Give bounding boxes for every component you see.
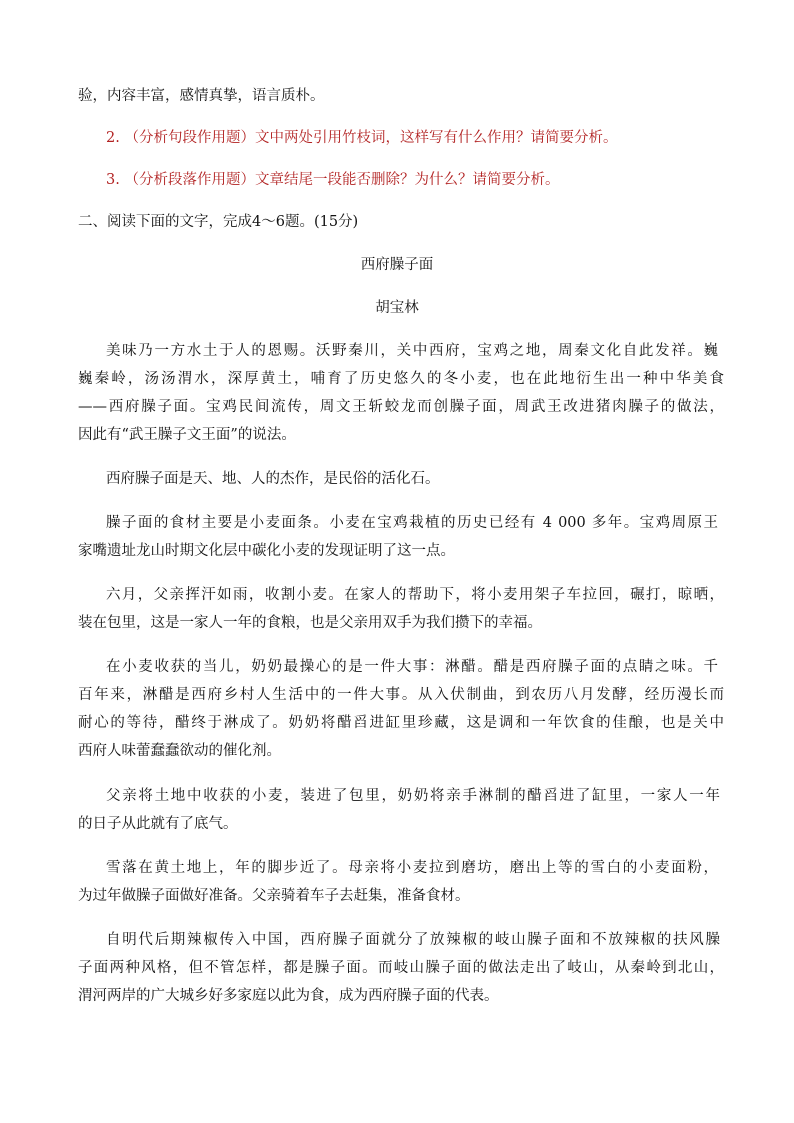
section-heading: 二、阅读下面的文字，完成4～6题。(15分) xyxy=(78,214,359,230)
paragraph-line: 装在包里，这是一家人一年的食粮，也是父亲用双手为我们攒下的幸福。 xyxy=(78,615,542,631)
question-2: 2. （分析句段作用题）文中两处引用竹枝词，这样写有什么作用？请简要分析。 xyxy=(106,130,618,146)
paragraph-line: 雪落在黄土地上，年的脚步近了。母亲将小麦拉到磨坊，磨出上等的雪白的小麦面粉， xyxy=(106,860,718,876)
paragraph-line: 耐心的等待，醋终于淋成了。奶奶将醋舀进缸里珍藏，这是调和一年饮食的佳酿，也是关中 xyxy=(78,715,724,731)
paragraph-line: 渭河两岸的广大城乡好多家庭以此为食，成为西府臊子面的代表。 xyxy=(78,988,499,1004)
paragraph-line: ——西府臊子面。宝鸡民间流传，周文王斩蛟龙而创臊子面，周武王改进猪肉臊子的做法， xyxy=(78,399,724,415)
paragraph-line: 的日子从此就有了底气。 xyxy=(78,816,238,832)
paragraph-line: 百年来，淋醋是西府乡村人生活中的一件大事。从入伏制曲，到农历八月发酵，经历漫长而 xyxy=(78,687,724,703)
paragraph-line: 西府臊子面是天、地、人的杰作，是民俗的活化石。 xyxy=(106,471,440,487)
question-3: 3. （分析段落作用题）文章结尾一段能否删除？为什么？请简要分析。 xyxy=(106,172,560,188)
paragraph-line: 自明代后期辣椒传入中国，西府臊子面就分了放辣椒的岐山臊子面和不放辣椒的扶风臊 xyxy=(106,932,720,948)
paragraph-line: 美味乃一方水土于人的恩赐。沃野秦川，关中西府，宝鸡之地，周秦文化自此发祥。巍 xyxy=(106,343,718,359)
paragraph-line: 西府人味蕾蠢蠢欲动的催化剂。 xyxy=(78,743,281,759)
paragraph-line: 六月，父亲挥汗如雨，收割小麦。在家人的帮助下，将小麦用架子车拉回，碾打，晾晒， xyxy=(106,587,724,603)
paragraph-line: 子面两种风格，但不管怎样，都是臊子面。而岐山臊子面的做法走出了岐山，从秦岭到北山， xyxy=(78,960,724,976)
paragraph-line: 在小麦收获的当儿，奶奶最操心的是一件大事：淋醋。醋是西府臊子面的点睛之味。千 xyxy=(106,659,718,675)
paragraph-line: 因此有“武王臊子文王面”的说法。 xyxy=(78,427,296,443)
text-line: 验，内容丰富，感情真挚，语言质朴。 xyxy=(78,88,325,104)
paragraph-line: 臊子面的食材主要是小麦面条。小麦在宝鸡栽植的历史已经有 4 000 多年。宝鸡周原王 xyxy=(106,515,718,531)
paragraph-line: 为过年做臊子面做好准备。父亲骑着车子去赶集，准备食材。 xyxy=(78,888,470,904)
paragraph-line: 家嘴遗址龙山时期文化层中碳化小麦的发现证明了这一点。 xyxy=(78,543,455,559)
article-title: 西府臊子面 xyxy=(360,257,434,273)
paragraph-line: 巍秦岭，汤汤渭水，深厚黄土，哺育了历史悠久的冬小麦，也在此地衍生出一种中华美食 xyxy=(78,371,724,387)
paragraph-line: 父亲将土地中收获的小麦，装进了包里，奶奶将亲手淋制的醋舀进了缸里，一家人一年 xyxy=(106,788,720,804)
article-author: 胡宝林 xyxy=(375,300,419,316)
